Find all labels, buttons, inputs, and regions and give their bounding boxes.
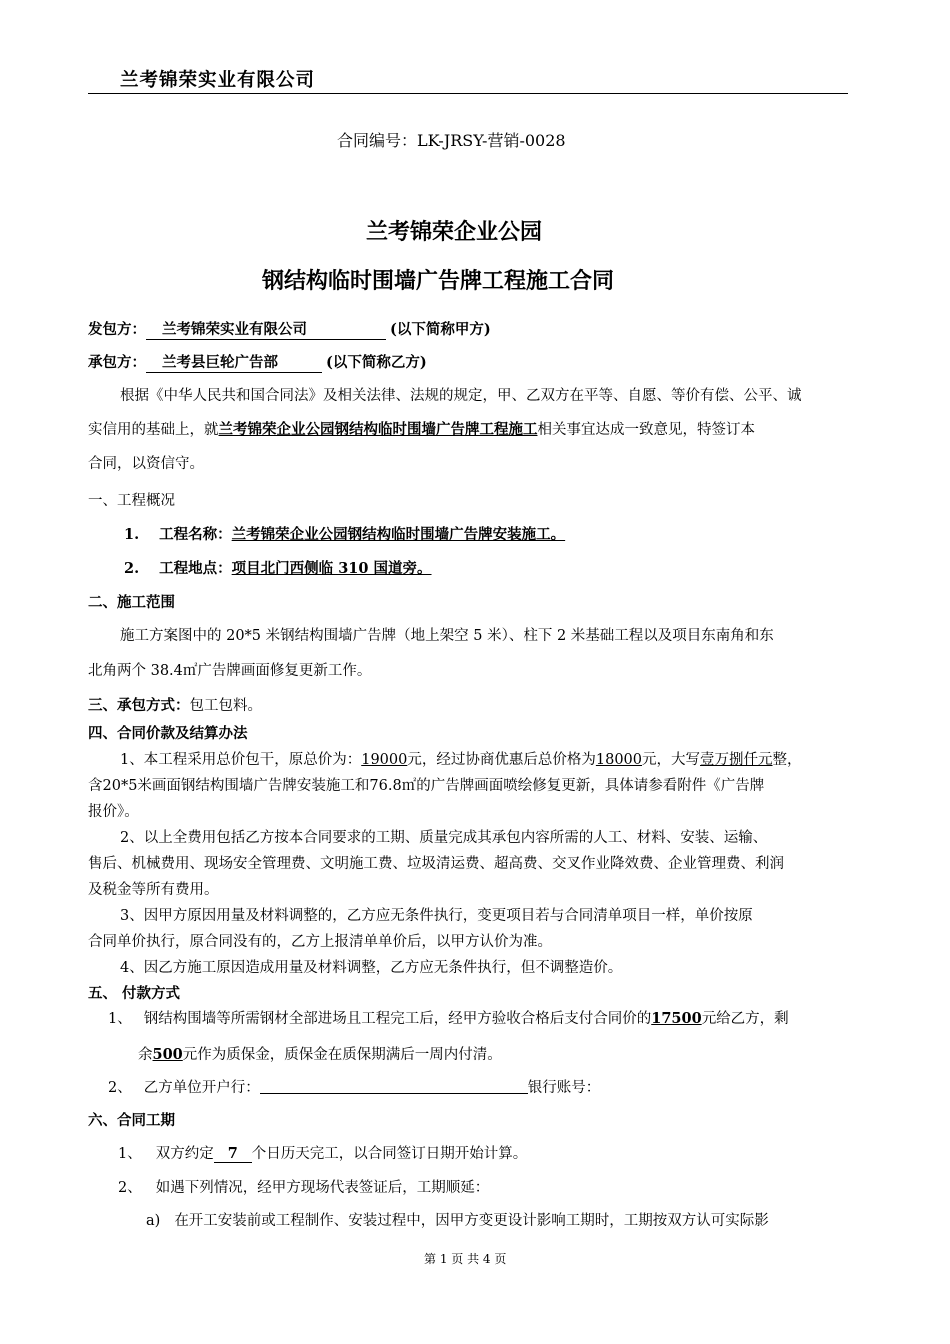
section-6-item-1: 1、 双方约定 7 个日历天完工，以合同签订日期开始计算。 xyxy=(118,1145,528,1162)
section-6-item-2: 2、 如遇下列情况，经甲方现场代表签证后，工期顺延： xyxy=(118,1180,490,1196)
section-2-line-1: 施工方案图中的 20*5 米钢结构围墙广告牌（地上架空 5 米）、柱下 2 米基础工程以及项目东南角和东 xyxy=(120,628,774,644)
section-2-heading: 二、施工范围 xyxy=(88,594,175,611)
title-line-1: 兰考锦荣企业公园 xyxy=(366,219,543,245)
project-name-ref: 兰考锦荣企业公园钢结构临时围墙广告牌工程施工 xyxy=(218,421,538,438)
section-4-p2-line-1: 2、以上全费用包括乙方按本合同要求的工期、质量完成其承包内容所需的人工、材料、安装、运输、 xyxy=(120,830,768,846)
party-b-note: (以下简称乙方) xyxy=(326,354,427,371)
party-b-label: 承包方： xyxy=(88,354,146,371)
section-4-p3-line-2: 合同单价执行，原合同没有的，乙方上报清单单价后，以甲方认价为准。 xyxy=(88,934,552,950)
page-footer: 第 1 页 共 4 页 xyxy=(424,1252,507,1266)
section-4-p3-line-1: 3、因甲方原因用量及材料调整的，乙方应无条件执行，变更项目若与合同清单项目一样，单价按原 xyxy=(120,908,753,924)
section-1-item-1: 1. 工程名称：兰考锦荣企业公园钢结构临时围墙广告牌安装施工。 xyxy=(124,526,566,543)
party-a-value: 兰考锦荣实业有限公司 xyxy=(146,318,386,340)
section-4-p2-line-2: 售后、机械费用、现场安全管理费、文明施工费、垃圾清运费、超高费、交叉作业降效费、企业管理费、利润 xyxy=(88,856,784,872)
section-1-heading: 一、工程概况 xyxy=(88,493,175,509)
party-a xyxy=(88,318,491,340)
preamble-line-3: 合同，以资信守。 xyxy=(88,456,204,472)
section-2-line-2: 北角两个 38.4㎡广告牌画面修复更新工作。 xyxy=(88,663,372,679)
section-6-item-a: a) 在开工安装前或工程制作、安装过程中，因甲方变更设计影响工期时，工期按双方认可实际影 xyxy=(146,1213,769,1229)
section-4-p4: 4、因乙方施工原因造成用量及材料调整，乙方应无条件执行，但不调整造价。 xyxy=(120,960,623,976)
section-5-item-1: 1、 钢结构围墙等所需钢材全部进场且工程完工后，经甲方验收合格后支付合同价的17500元给乙方，剩 xyxy=(108,1010,789,1027)
section-4-p1-line-3: 报价》。 xyxy=(88,804,139,820)
section-6-heading: 六、合同工期 xyxy=(88,1112,175,1129)
header-rule xyxy=(88,93,848,94)
section-3: 三、承包方式：包工包料。 xyxy=(88,697,262,714)
party-a-note: (以下简称甲方) xyxy=(390,321,491,338)
contract-number: 合同编号：LK-JRSY-营销-0028 xyxy=(337,131,566,150)
party-a-label: 发包方： xyxy=(88,321,146,338)
section-4-p1-line-2: 含20*5米画面钢结构围墙广告牌安装施工和76.8㎡的广告牌画面喷绘修复更新，具体请参看附件《广告牌 xyxy=(88,778,765,794)
section-4-heading: 四、合同价款及结算办法 xyxy=(88,725,248,742)
section-1-item-2: 2. 工程地点：项目北门西侧临 310 国道旁。 xyxy=(124,560,432,577)
section-5-heading: 五、 付款方式 xyxy=(88,985,181,1002)
section-5-item-2: 2、 乙方单位开户行： 银行账号： xyxy=(108,1080,601,1096)
title-line-2: 钢结构临时围墙广告牌工程施工合同 xyxy=(262,268,615,294)
header-company: 兰考锦荣实业有限公司 xyxy=(120,70,316,91)
party-b-value: 兰考县巨轮广告部 xyxy=(146,351,322,373)
preamble-line-1: 根据《中华人民共和国合同法》及相关法律、法规的规定，甲、乙双方在平等、自愿、等价有偿、公平、诚 xyxy=(120,388,802,404)
bank-name-blank[interactable] xyxy=(260,1078,528,1094)
section-4-p2-line-3: 及税金等所有费用。 xyxy=(88,882,219,898)
section-4-p1-line-1: 1、本工程采用总价包干，原总价为：19000元，经过协商优惠后总价格为18000元，大写壹万捌仟元整， xyxy=(120,752,802,768)
section-5-item-1-cont: 余500元作为质保金，质保金在质保期满后一周内付清。 xyxy=(138,1046,502,1063)
party-b xyxy=(88,351,427,373)
preamble-line-2: 实信用的基础上，就兰考锦荣企业公园钢结构临时围墙广告牌工程施工相关事宜达成一致意见，特签订本 xyxy=(88,421,755,438)
